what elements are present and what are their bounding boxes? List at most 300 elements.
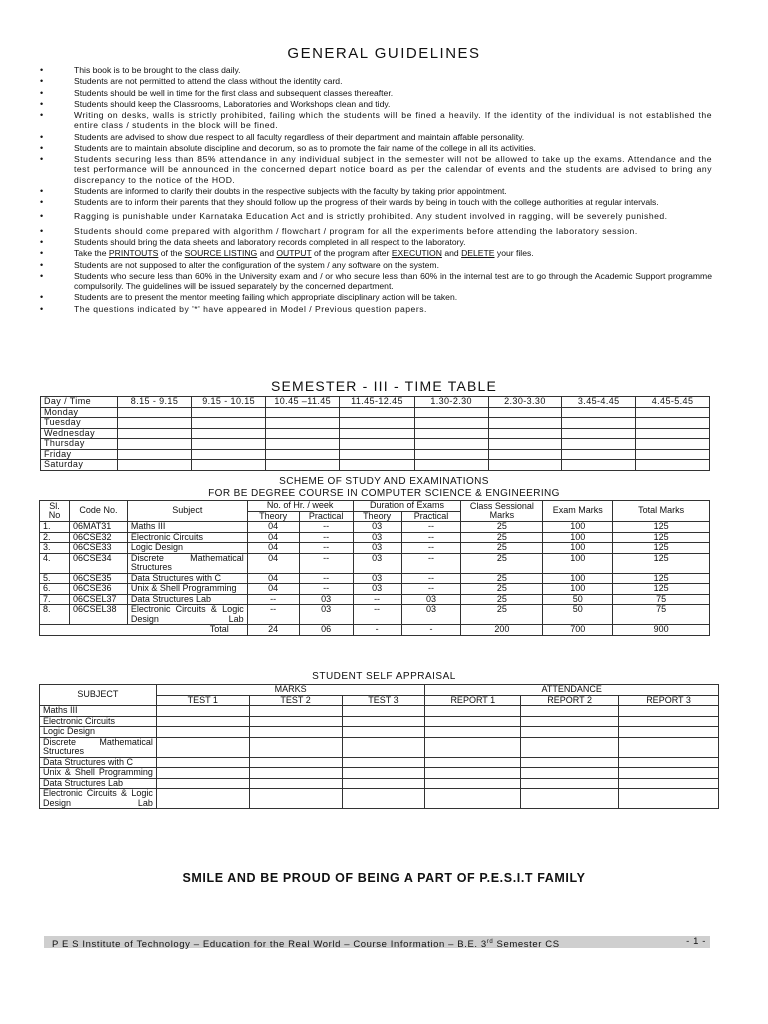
timetable-day: Wednesday xyxy=(41,428,118,439)
appraisal-row xyxy=(40,757,719,768)
row-duration-theory: 03 xyxy=(353,553,401,573)
appraisal-subject: Logic Design xyxy=(40,727,157,738)
timetable-slot xyxy=(340,407,414,418)
appraisal-row xyxy=(40,778,719,789)
appraisal-row xyxy=(40,737,719,757)
bullet-icon: • xyxy=(40,110,44,121)
timetable-slot xyxy=(340,449,414,460)
appraisal-cell xyxy=(425,778,521,789)
timetable-header-row xyxy=(41,397,710,408)
bullet-icon: • xyxy=(40,185,44,196)
appraisal-title: STUDENT SELF APPRAISAL xyxy=(312,671,456,682)
header-duration-theory: Theory xyxy=(353,511,401,522)
timetable-row xyxy=(41,449,710,460)
appraisal-column-header: REPORT 2 xyxy=(521,695,619,706)
row-total: 125 xyxy=(613,584,710,595)
appraisal-cell xyxy=(249,706,342,717)
appraisal-header-attendance: ATTENDANCE xyxy=(425,685,719,696)
row-duration-practical: -- xyxy=(401,532,461,543)
guideline-text: Ragging is punishable under Karnataka Education Act and is strictly prohibited. Any student involved in ragging, will be severely punished. xyxy=(74,211,668,222)
row-subject: Electronic Circuits xyxy=(127,532,247,543)
timetable-slot xyxy=(340,418,414,429)
row-duration-practical: -- xyxy=(401,522,461,533)
page-title: GENERAL GUIDELINES xyxy=(287,45,481,62)
timetable-slot xyxy=(488,439,562,450)
scheme-subtitle: FOR BE DEGREE COURSE IN COMPUTER SCIENCE & ENGINEERING xyxy=(208,488,560,499)
guideline-item xyxy=(38,186,712,196)
bullet-icon: • xyxy=(40,303,44,314)
guideline-fragment: and xyxy=(257,248,277,259)
bullet-icon: • xyxy=(40,131,44,142)
row-theory: 04 xyxy=(247,573,299,584)
timetable-slot xyxy=(562,449,636,460)
scheme-row xyxy=(40,594,710,605)
row-total: 75 xyxy=(613,594,710,605)
row-duration-theory: 03 xyxy=(353,532,401,543)
row-exam: 100 xyxy=(543,553,613,573)
row-sessional: 25 xyxy=(461,532,543,543)
timetable-slot xyxy=(414,449,488,460)
total-marks: 900 xyxy=(613,625,710,636)
row-practical: -- xyxy=(299,553,353,573)
guideline-item xyxy=(38,271,712,291)
appraisal-cell xyxy=(619,737,719,757)
timetable-slot xyxy=(636,460,710,471)
row-subject: Logic Design xyxy=(127,543,247,554)
row-total: 125 xyxy=(613,543,710,554)
header-total-marks: Total Marks xyxy=(613,501,710,522)
timetable-slot xyxy=(414,460,488,471)
row-slno: 3. xyxy=(40,543,70,554)
row-code: 06CSEL38 xyxy=(69,605,127,625)
timetable-header-cell: 1.30-2.30 xyxy=(414,397,488,408)
timetable-slot xyxy=(266,449,340,460)
row-practical: -- xyxy=(299,543,353,554)
row-sessional: 25 xyxy=(461,605,543,625)
row-sessional: 25 xyxy=(461,553,543,573)
row-slno: 1. xyxy=(40,522,70,533)
row-theory: 04 xyxy=(247,543,299,554)
guideline-text: Students securing less than 85% attendance in any individual subject in the semester will not be allowed to take up the exams. Attendance and the test performance will be announced in the concerned depart notice board as per the calendar of events and the students are advised to bring any discrepancy to the notice of the HOD. xyxy=(74,154,712,185)
timetable-slot xyxy=(414,428,488,439)
timetable-day: Tuesday xyxy=(41,418,118,429)
appraisal-row xyxy=(40,716,719,727)
row-total: 75 xyxy=(613,605,710,625)
appraisal-column-header: TEST 3 xyxy=(342,695,425,706)
scheme-row xyxy=(40,522,710,533)
total-exam: 700 xyxy=(543,625,613,636)
footer-text-main: P E S Institute of Technology – Education for the Real World – Course Information – B.E. 3 xyxy=(52,939,487,951)
row-exam: 100 xyxy=(543,522,613,533)
bullet-icon: • xyxy=(40,248,44,259)
bullet-icon: • xyxy=(40,154,44,165)
timetable-slot xyxy=(636,418,710,429)
row-slno: 5. xyxy=(40,573,70,584)
appraisal-body xyxy=(40,706,719,809)
row-practical: -- xyxy=(299,522,353,533)
timetable-slot xyxy=(488,460,562,471)
timetable-slot xyxy=(414,439,488,450)
guideline-text: Students are to present the mentor meeting failing which appropriate disciplinary action will be taken. xyxy=(74,292,458,303)
row-total: 125 xyxy=(613,553,710,573)
row-duration-theory: -- xyxy=(353,605,401,625)
appraisal-cell xyxy=(342,778,425,789)
guideline-item xyxy=(38,65,712,75)
row-theory: 04 xyxy=(247,522,299,533)
appraisal-cell xyxy=(249,778,342,789)
guideline-item xyxy=(38,248,712,258)
bullet-icon: • xyxy=(40,65,44,75)
timetable-slot xyxy=(340,428,414,439)
row-practical: -- xyxy=(299,573,353,584)
guideline-text: Students should keep the Classrooms, Laboratories and Workshops clean and tidy. xyxy=(74,98,391,109)
row-practical: 03 xyxy=(299,605,353,625)
total-theory: 24 xyxy=(247,625,299,636)
timetable-slot xyxy=(192,460,266,471)
appraisal-cell xyxy=(342,727,425,738)
timetable-slot xyxy=(636,449,710,460)
scheme-title: SCHEME OF STUDY AND EXAMINATIONS xyxy=(279,476,489,487)
timetable-slot xyxy=(488,418,562,429)
appraisal-row xyxy=(40,768,719,779)
appraisal-cell xyxy=(425,716,521,727)
appraisal-subject: Data Structures with C xyxy=(40,757,157,768)
total-practical: 06 xyxy=(299,625,353,636)
header-subject: Subject xyxy=(127,501,247,522)
timetable-slot xyxy=(340,439,414,450)
timetable-slot xyxy=(266,460,340,471)
row-total: 125 xyxy=(613,532,710,543)
row-code: 06CSE36 xyxy=(69,584,127,595)
guideline-text: Students should come prepared with algorithm / flowchart / program for all the experiments before attending the laboratory session. xyxy=(74,225,638,236)
scheme-row xyxy=(40,553,710,573)
row-exam: 100 xyxy=(543,573,613,584)
guideline-item xyxy=(38,99,712,109)
timetable-slot xyxy=(192,418,266,429)
guideline-item xyxy=(38,154,712,185)
appraisal-subject: Unix & Shell Programming xyxy=(40,768,157,779)
timetable-row xyxy=(41,439,710,450)
appraisal-cell xyxy=(521,768,619,779)
appraisal-cell xyxy=(342,789,425,809)
appraisal-cell xyxy=(619,716,719,727)
timetable-slot xyxy=(562,407,636,418)
row-theory: -- xyxy=(247,605,299,625)
timetable-header-cell: 4.45-5.45 xyxy=(636,397,710,408)
appraisal-cell xyxy=(521,757,619,768)
row-subject: Data Structures Lab xyxy=(127,594,247,605)
timetable xyxy=(40,396,710,471)
row-duration-practical: -- xyxy=(401,553,461,573)
guideline-text: Students are to maintain absolute discipline and decorum, so as to promote the fair name of the college in all its activities. xyxy=(74,142,536,153)
header-code: Code No. xyxy=(69,501,127,522)
appraisal-cell xyxy=(521,706,619,717)
timetable-header-cell: 11.45-12.45 xyxy=(340,397,414,408)
row-exam: 100 xyxy=(543,543,613,554)
appraisal-row xyxy=(40,706,719,717)
bullet-icon: • xyxy=(40,197,44,208)
scheme-row xyxy=(40,543,710,554)
guideline-item xyxy=(38,88,712,98)
appraisal-cell xyxy=(521,778,619,789)
timetable-day: Saturday xyxy=(41,460,118,471)
header-sessional: Class Sessional Marks xyxy=(461,501,543,522)
guideline-fragment: of the xyxy=(158,248,185,259)
guideline-fragment: of the program after xyxy=(311,248,392,259)
guideline-text: Students are advised to show due respect to all faculty regardless of their department and maintain affable personality. xyxy=(74,131,525,142)
row-total: 125 xyxy=(613,573,710,584)
timetable-slot xyxy=(266,428,340,439)
appraisal-cell xyxy=(425,706,521,717)
header-slno: Sl. No xyxy=(40,501,70,522)
appraisal-cell xyxy=(619,757,719,768)
guideline-item xyxy=(38,226,712,236)
guideline-text: Students are informed to clarify their doubts in the respective subjects with the faculty by taking prior appointment. xyxy=(74,185,507,196)
appraisal-cell xyxy=(619,768,719,779)
guideline-item xyxy=(38,292,712,302)
timetable-slot xyxy=(266,439,340,450)
row-slno: 6. xyxy=(40,584,70,595)
guideline-item xyxy=(38,110,712,130)
timetable-header-cell: 8.15 - 9.15 xyxy=(117,397,191,408)
timetable-row xyxy=(41,418,710,429)
guideline-text: The questions indicated by '*' have appeared in Model / Previous question papers. xyxy=(74,303,427,314)
guideline-text: Students who secure less than 60% in the University exam and / or who secure less than 60% in the internal test are to go through the Academic Support programme compulsorily. The guidelines will be issued separately by the concerned department. xyxy=(74,270,712,292)
bullet-icon: • xyxy=(40,270,44,281)
timetable-slot xyxy=(488,407,562,418)
row-exam: 100 xyxy=(543,532,613,543)
total-sessional: 200 xyxy=(461,625,543,636)
row-duration-practical: 03 xyxy=(401,594,461,605)
appraisal-column-header: REPORT 1 xyxy=(425,695,521,706)
timetable-slot xyxy=(117,407,191,418)
timetable-slot xyxy=(636,439,710,450)
timetable-slot xyxy=(117,439,191,450)
row-slno: 2. xyxy=(40,532,70,543)
appraisal-header-subject: SUBJECT xyxy=(40,685,157,706)
timetable-slot xyxy=(562,439,636,450)
appraisal-cell xyxy=(249,768,342,779)
row-sessional: 25 xyxy=(461,543,543,554)
appraisal-row xyxy=(40,789,719,809)
bullet-icon: • xyxy=(40,292,44,303)
appraisal-cell xyxy=(619,727,719,738)
row-theory: -- xyxy=(247,594,299,605)
timetable-row xyxy=(41,428,710,439)
guideline-text: Students are not supposed to alter the configuration of the system / any software on the system. xyxy=(74,259,439,270)
timetable-slot xyxy=(192,428,266,439)
timetable-row xyxy=(41,407,710,418)
row-code: 06CSEL37 xyxy=(69,594,127,605)
timetable-slot xyxy=(414,407,488,418)
timetable-row xyxy=(41,460,710,471)
row-theory: 04 xyxy=(247,532,299,543)
appraisal-cell xyxy=(156,789,249,809)
timetable-day: Friday xyxy=(41,449,118,460)
timetable-header-cell: 3.45-4.45 xyxy=(562,397,636,408)
row-code: 06CSE32 xyxy=(69,532,127,543)
appraisal-subject: Data Structures Lab xyxy=(40,778,157,789)
timetable-slot xyxy=(117,449,191,460)
page-number: - 1 - xyxy=(686,936,706,947)
guideline-fragment: and xyxy=(441,248,462,259)
appraisal-cell xyxy=(249,789,342,809)
timetable-slot xyxy=(117,428,191,439)
guideline-fragment: your files. xyxy=(494,248,534,259)
guideline-text: Students should be well in time for the first class and subsequent classes thereafter. xyxy=(74,87,394,98)
footer-text xyxy=(52,936,560,951)
row-practical: -- xyxy=(299,584,353,595)
footer-bar xyxy=(44,936,710,951)
row-theory: 04 xyxy=(247,553,299,573)
timetable-slot xyxy=(562,460,636,471)
appraisal-cell xyxy=(619,778,719,789)
scheme-row xyxy=(40,584,710,595)
appraisal-column-header: REPORT 3 xyxy=(619,695,719,706)
timetable-slot xyxy=(562,428,636,439)
footer-superscript: rd xyxy=(486,939,494,945)
appraisal-cell xyxy=(619,789,719,809)
timetable-header-cell: 2.30-3.30 xyxy=(488,397,562,408)
row-sessional: 25 xyxy=(461,522,543,533)
row-sessional: 25 xyxy=(461,594,543,605)
guideline-item xyxy=(38,76,712,86)
guideline-text: Students should bring the data sheets and laboratory records completed in all respect to the laboratory. xyxy=(74,236,466,247)
row-duration-practical: -- xyxy=(401,543,461,554)
appraisal-cell xyxy=(156,757,249,768)
timetable-slot xyxy=(266,407,340,418)
row-subject: Data Structures with C xyxy=(127,573,247,584)
appraisal-column-header: TEST 2 xyxy=(249,695,342,706)
appraisal-cell xyxy=(342,706,425,717)
appraisal-cell xyxy=(156,716,249,727)
appraisal-cell xyxy=(342,716,425,727)
guideline-item xyxy=(38,132,712,142)
timetable-slot xyxy=(340,460,414,471)
appraisal-cell xyxy=(249,716,342,727)
row-subject: Maths III xyxy=(127,522,247,533)
row-slno: 4. xyxy=(40,553,70,573)
appraisal-cell xyxy=(425,737,521,757)
header-hours: No. of Hr. / week xyxy=(247,501,353,512)
appraisal-cell xyxy=(249,737,342,757)
row-duration-practical: -- xyxy=(401,584,461,595)
appraisal-subject: Electronic Circuits & Logic Design Lab xyxy=(40,789,157,809)
guidelines-list xyxy=(38,65,712,315)
total-duration-theory: - xyxy=(353,625,401,636)
bullet-icon: • xyxy=(40,211,44,222)
timetable-slot xyxy=(117,418,191,429)
timetable-slot xyxy=(636,407,710,418)
row-practical: -- xyxy=(299,532,353,543)
timetable-header-cell: Day / Time xyxy=(41,397,118,408)
timetable-title: SEMESTER - III - TIME TABLE xyxy=(270,378,498,394)
appraisal-cell xyxy=(521,716,619,727)
appraisal-cell xyxy=(156,706,249,717)
appraisal-subject: Maths III xyxy=(40,706,157,717)
bullet-icon: • xyxy=(40,142,44,153)
appraisal-subject: Electronic Circuits xyxy=(40,716,157,727)
footer-text-semester: Semester CS xyxy=(493,939,560,951)
header-duration: Duration of Exams xyxy=(353,501,461,512)
appraisal-header-marks: MARKS xyxy=(156,685,425,696)
row-duration-practical: 03 xyxy=(401,605,461,625)
scheme-table xyxy=(39,500,710,636)
guideline-fragment: DELETE xyxy=(461,248,495,259)
appraisal-cell xyxy=(521,727,619,738)
appraisal-cell xyxy=(425,727,521,738)
guideline-item xyxy=(38,211,712,221)
row-duration-theory: 03 xyxy=(353,543,401,554)
bullet-icon: • xyxy=(40,259,44,270)
scheme-row xyxy=(40,573,710,584)
row-sessional: 25 xyxy=(461,584,543,595)
scheme-row xyxy=(40,605,710,625)
timetable-slot xyxy=(636,428,710,439)
timetable-slot xyxy=(488,428,562,439)
appraisal-cell xyxy=(425,789,521,809)
guideline-text: Students are to inform their parents that they should follow up the progress of their wards by being in touch with the college authorities at regular intervals. xyxy=(74,197,659,208)
row-subject: Electronic Circuits & Logic Design Lab xyxy=(127,605,247,625)
row-duration-theory: 03 xyxy=(353,584,401,595)
guideline-fragment: EXECUTION xyxy=(391,248,442,259)
bullet-icon: • xyxy=(40,225,44,236)
appraisal-row xyxy=(40,727,719,738)
row-code: 06CSE33 xyxy=(69,543,127,554)
timetable-slot xyxy=(117,460,191,471)
row-duration-theory: 03 xyxy=(353,522,401,533)
row-exam: 100 xyxy=(543,584,613,595)
bullet-icon: • xyxy=(40,236,44,247)
row-sessional: 25 xyxy=(461,573,543,584)
timetable-slot xyxy=(266,418,340,429)
appraisal-cell xyxy=(521,737,619,757)
row-slno: 8. xyxy=(40,605,70,625)
row-total: 125 xyxy=(613,522,710,533)
appraisal-cell xyxy=(342,737,425,757)
appraisal-cell xyxy=(156,737,249,757)
slogan: SMILE AND BE PROUD OF BEING A PART OF P.E.S.I.T FAMILY xyxy=(182,871,586,885)
row-subject: Discrete Mathematical Structures xyxy=(127,553,247,573)
header-exam-marks: Exam Marks xyxy=(543,501,613,522)
timetable-body xyxy=(41,407,710,470)
row-duration-theory: 03 xyxy=(353,573,401,584)
appraisal-cell xyxy=(425,757,521,768)
total-label: Total xyxy=(40,625,248,636)
appraisal-cell xyxy=(425,768,521,779)
appraisal-column-header: TEST 1 xyxy=(156,695,249,706)
guideline-item xyxy=(38,304,712,314)
timetable-day: Thursday xyxy=(41,439,118,450)
appraisal-cell xyxy=(249,757,342,768)
timetable-day: Monday xyxy=(41,407,118,418)
guideline-fragment: Take the xyxy=(74,248,109,259)
guideline-text: This book is to be brought to the class daily. xyxy=(74,65,241,75)
header-practical: Practical xyxy=(299,511,353,522)
timetable-slot xyxy=(488,449,562,460)
guideline-fragment: PRINTOUTS xyxy=(108,248,159,259)
bullet-icon: • xyxy=(40,87,44,98)
bullet-icon: • xyxy=(40,98,44,109)
row-code: 06MAT31 xyxy=(69,522,127,533)
row-subject: Unix & Shell Programming xyxy=(127,584,247,595)
row-code: 06CSE34 xyxy=(69,553,127,573)
appraisal-cell xyxy=(156,778,249,789)
row-exam: 50 xyxy=(543,594,613,605)
appraisal-cell xyxy=(521,789,619,809)
header-theory: Theory xyxy=(247,511,299,522)
timetable-slot xyxy=(192,407,266,418)
